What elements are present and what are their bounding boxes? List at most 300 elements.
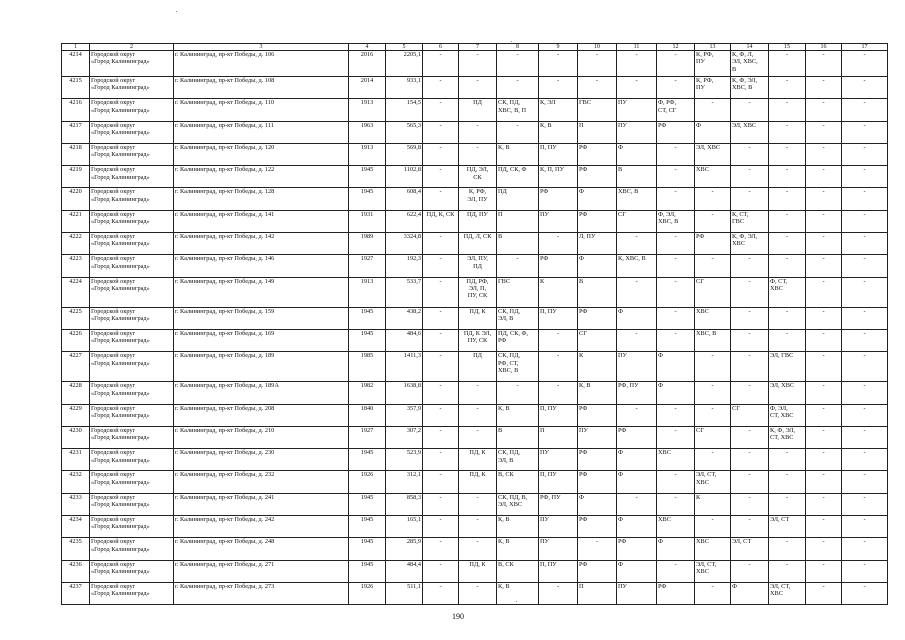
table-row xyxy=(62,121,888,143)
district-cell: Городской округ «Город Калининград» xyxy=(90,582,174,604)
table-cell: РФ xyxy=(539,188,578,210)
table-cell: - xyxy=(806,121,842,143)
table-cell: Ф xyxy=(617,471,657,493)
address-cell: г. Калининград, пр-кт Победы, д. 159 xyxy=(174,307,349,329)
table-cell: СК, ПД, РФ, СТ, ХВС, В xyxy=(497,352,539,382)
table-row xyxy=(62,210,888,232)
table-cell: - xyxy=(497,77,539,99)
district-cell: Городской округ «Город Калининград» xyxy=(90,143,174,165)
table-cell: 1982 xyxy=(349,382,386,404)
table-cell: - xyxy=(657,255,695,277)
table-cell: ЭЛ, ПУ, ПД xyxy=(459,255,497,277)
table-cell: Ф, РФ, СТ, СГ xyxy=(657,99,695,121)
table-cell: - xyxy=(806,382,842,404)
column-number-cell: 17 xyxy=(842,44,888,51)
table-cell: - xyxy=(731,166,769,188)
table-cell: - xyxy=(769,188,806,210)
table-cell: - xyxy=(806,233,842,255)
table-cell: 1945 xyxy=(349,493,386,515)
table-cell: - xyxy=(806,449,842,471)
table-cell: 1945 xyxy=(349,516,386,538)
row-number-cell: 4227 xyxy=(62,352,90,382)
table-cell: - xyxy=(423,538,459,560)
address-cell: г. Калининград, пр-кт Победы, д. 210 xyxy=(174,426,349,448)
row-number-cell: 4223 xyxy=(62,255,90,277)
table-cell: РФ xyxy=(695,233,731,255)
table-cell: ПД xyxy=(459,99,497,121)
table-cell: - xyxy=(695,99,731,121)
row-number-cell: 4224 xyxy=(62,277,90,307)
table-cell: К, В xyxy=(539,121,578,143)
table-cell: 1926 xyxy=(349,582,386,604)
address-cell: г. Калининград, пр-кт Победы, д. 108 xyxy=(174,77,349,99)
table-cell: СГ xyxy=(617,210,657,232)
table-cell: 1411,3 xyxy=(386,352,423,382)
row-number-cell: 4233 xyxy=(62,493,90,515)
table-cell: - xyxy=(423,493,459,515)
table-cell: ПД, СК, Ф, РФ xyxy=(497,329,539,351)
table-cell: ЭЛ, СТ, ХВС xyxy=(769,582,806,604)
table-cell: СГ xyxy=(578,329,617,351)
table-cell: - xyxy=(617,329,657,351)
table-cell: - xyxy=(578,77,617,99)
table-cell: П, ПУ xyxy=(539,307,578,329)
table-cell: В xyxy=(497,233,539,255)
table-cell: К, В xyxy=(497,143,539,165)
table-cell: - xyxy=(539,233,578,255)
table-cell: П xyxy=(578,121,617,143)
table-cell: - xyxy=(769,99,806,121)
table-cell: - xyxy=(769,51,806,77)
address-cell: г. Калининград, пр-кт Победы, д. 230 xyxy=(174,449,349,471)
table-cell: - xyxy=(617,404,657,426)
table-cell: - xyxy=(842,382,888,404)
table-cell: - xyxy=(842,233,888,255)
table-cell: - xyxy=(423,255,459,277)
table-cell: - xyxy=(806,307,842,329)
table-cell: - xyxy=(617,51,657,77)
table-cell: - xyxy=(695,210,731,232)
scan-speck xyxy=(516,601,517,602)
table-cell: - xyxy=(459,493,497,515)
table-cell: - xyxy=(842,426,888,448)
column-number-cell: 14 xyxy=(731,44,769,51)
table-cell: - xyxy=(769,121,806,143)
table-cell: - xyxy=(769,329,806,351)
table-cell: - xyxy=(731,307,769,329)
table-cell: ПД, РФ, ЭЛ, П, ПУ, СК xyxy=(459,277,497,307)
table-cell: РФ, ПУ xyxy=(539,493,578,515)
table-cell: - xyxy=(842,449,888,471)
table-cell: К, РФ, ПУ xyxy=(695,51,731,77)
table-cell: 1102,8 xyxy=(386,166,423,188)
table-cell: 1840 xyxy=(349,404,386,426)
address-cell: г. Калининград, пр-кт Победы, д. 189 xyxy=(174,352,349,382)
table-cell: 2016 xyxy=(349,51,386,77)
table-cell: РФ xyxy=(578,471,617,493)
table-cell: - xyxy=(423,188,459,210)
table-cell: 1913 xyxy=(349,277,386,307)
table-cell: - xyxy=(769,471,806,493)
table-cell: - xyxy=(769,166,806,188)
table-cell: 484,4 xyxy=(386,560,423,582)
housing-register-table xyxy=(61,43,888,605)
row-number-cell: 4230 xyxy=(62,426,90,448)
district-cell: Городской округ «Город Калининград» xyxy=(90,188,174,210)
table-cell: - xyxy=(423,471,459,493)
address-cell: г. Калининград, пр-кт Победы, д. 120 xyxy=(174,143,349,165)
table-cell: 1945 xyxy=(349,188,386,210)
table-cell: - xyxy=(423,516,459,538)
table-cell: - xyxy=(806,404,842,426)
table-cell: - xyxy=(657,329,695,351)
table-cell: К xyxy=(578,352,617,382)
table-cell: - xyxy=(459,516,497,538)
table-cell: - xyxy=(657,307,695,329)
table-cell: - xyxy=(695,382,731,404)
table-cell: РФ xyxy=(617,426,657,448)
column-number-cell: 9 xyxy=(539,44,578,51)
table-cell: - xyxy=(695,255,731,277)
table-cell: - xyxy=(731,188,769,210)
address-cell: г. Калининград, пр-кт Победы, д. 248 xyxy=(174,538,349,560)
table-cell: - xyxy=(423,449,459,471)
district-cell: Городской округ «Город Калининград» xyxy=(90,538,174,560)
table-cell: 357,9 xyxy=(386,404,423,426)
table-cell: Ф, СТ, ХВС xyxy=(769,277,806,307)
table-cell: - xyxy=(423,99,459,121)
table-cell: РФ, ПУ xyxy=(617,382,657,404)
table-cell: ХВС xyxy=(657,516,695,538)
district-cell: Городской округ «Город Калининград» xyxy=(90,352,174,382)
row-number-cell: 4221 xyxy=(62,210,90,232)
table-cell: 484,6 xyxy=(386,329,423,351)
table-cell: РФ xyxy=(578,449,617,471)
table-row xyxy=(62,143,888,165)
table-cell: Ф xyxy=(657,538,695,560)
table-cell: К, В xyxy=(497,582,539,604)
table-cell: ЭЛ, СТ xyxy=(769,516,806,538)
table-cell: 1927 xyxy=(349,255,386,277)
table-cell: ПУ xyxy=(539,210,578,232)
table-cell: - xyxy=(423,329,459,351)
column-number-cell: 5 xyxy=(386,44,423,51)
table-cell: - xyxy=(539,77,578,99)
table-cell: - xyxy=(731,352,769,382)
table-cell: 1989 xyxy=(349,233,386,255)
table-cell: ЭЛ, СТ, ХВС xyxy=(695,471,731,493)
district-cell: Городской округ «Город Калининград» xyxy=(90,516,174,538)
column-number-cell: 6 xyxy=(423,44,459,51)
table-cell: - xyxy=(459,143,497,165)
table-row xyxy=(62,493,888,515)
table-cell: - xyxy=(842,307,888,329)
table-cell: - xyxy=(657,560,695,582)
table-cell: - xyxy=(423,143,459,165)
row-number-cell: 4225 xyxy=(62,307,90,329)
table-cell: 1945 xyxy=(349,329,386,351)
table-cell: - xyxy=(769,560,806,582)
table-cell: - xyxy=(539,329,578,351)
table-cell: 1945 xyxy=(349,449,386,471)
table-cell: 1638,8 xyxy=(386,382,423,404)
table-cell: 192,3 xyxy=(386,255,423,277)
row-number-cell: 4215 xyxy=(62,77,90,99)
table-cell: Л, ПУ xyxy=(578,233,617,255)
table-cell: ПД, ЭЛ, СК xyxy=(459,166,497,188)
address-cell: г. Калининград, пр-кт Победы, д. 242 xyxy=(174,516,349,538)
table-row xyxy=(62,449,888,471)
table-cell: РФ xyxy=(539,255,578,277)
table-cell: - xyxy=(806,560,842,582)
table-cell: - xyxy=(806,255,842,277)
table-cell: Ф xyxy=(578,493,617,515)
table-cell: ПД, К xyxy=(459,307,497,329)
table-cell: - xyxy=(769,77,806,99)
table-cell: - xyxy=(423,121,459,143)
table-row xyxy=(62,426,888,448)
table-cell: - xyxy=(578,538,617,560)
column-number-cell: 7 xyxy=(459,44,497,51)
row-number-cell: 4222 xyxy=(62,233,90,255)
table-cell: ХВС xyxy=(695,166,731,188)
table-cell: - xyxy=(497,382,539,404)
district-cell: Городской округ «Город Калининград» xyxy=(90,471,174,493)
table-cell: - xyxy=(842,493,888,515)
column-number-cell: 4 xyxy=(349,44,386,51)
table-cell: - xyxy=(423,560,459,582)
table-cell: - xyxy=(731,99,769,121)
table-cell: ХВС xyxy=(695,538,731,560)
table-cell: К, Ф, ЭЛ, СТ, ХВС xyxy=(769,426,806,448)
table-cell: 533,7 xyxy=(386,277,423,307)
table-cell: ПУ xyxy=(617,99,657,121)
table-cell: - xyxy=(539,382,578,404)
table-cell: - xyxy=(459,382,497,404)
table-cell: ПД, СК, Ф xyxy=(497,166,539,188)
column-number-cell: 3 xyxy=(174,44,349,51)
table-cell: 1963 xyxy=(349,121,386,143)
table-cell: - xyxy=(695,516,731,538)
table-cell: - xyxy=(657,471,695,493)
table-cell: 565,3 xyxy=(386,121,423,143)
address-cell: г. Калининград, пр-кт Победы, д. 111 xyxy=(174,121,349,143)
address-cell: г. Калининград, пр-кт Победы, д. 128 xyxy=(174,188,349,210)
table-cell: РФ xyxy=(578,560,617,582)
table-cell: СК, ПД, В, ЭЛ, ХВС xyxy=(497,493,539,515)
table-cell: 858,3 xyxy=(386,493,423,515)
table-cell: - xyxy=(731,449,769,471)
table-cell: ПУ xyxy=(578,426,617,448)
table-cell: - xyxy=(423,277,459,307)
district-cell: Городской округ «Город Калининград» xyxy=(90,426,174,448)
page-number: 190 xyxy=(452,612,464,621)
table-cell: - xyxy=(731,255,769,277)
table-cell: В, СК xyxy=(497,471,539,493)
table-cell: - xyxy=(842,255,888,277)
table-cell: Ф xyxy=(578,255,617,277)
table-cell: 438,2 xyxy=(386,307,423,329)
table-row xyxy=(62,307,888,329)
table-cell: - xyxy=(423,426,459,448)
table-cell: ПУ xyxy=(539,538,578,560)
column-number-row xyxy=(62,44,888,51)
table-cell: - xyxy=(806,471,842,493)
table-cell: - xyxy=(806,352,842,382)
row-number-cell: 4218 xyxy=(62,143,90,165)
table-cell: 511,1 xyxy=(386,582,423,604)
address-cell: г. Калининград, пр-кт Победы, д. 271 xyxy=(174,560,349,582)
table-cell: - xyxy=(731,329,769,351)
row-number-cell: 4237 xyxy=(62,582,90,604)
table-cell: Ф xyxy=(617,143,657,165)
table-cell: - xyxy=(806,277,842,307)
table-cell: ЭЛ, ХВС xyxy=(731,121,769,143)
table-cell: - xyxy=(731,277,769,307)
table-cell: 1926 xyxy=(349,471,386,493)
table-cell: ПУ xyxy=(617,121,657,143)
table-cell: ПД, ПУ xyxy=(459,210,497,232)
table-cell: - xyxy=(842,188,888,210)
table-cell: ПД, К xyxy=(459,471,497,493)
table-cell: - xyxy=(423,233,459,255)
district-cell: Городской округ «Город Калининград» xyxy=(90,121,174,143)
district-cell: Городской округ «Город Калининград» xyxy=(90,166,174,188)
table-cell: В xyxy=(617,166,657,188)
table-cell: - xyxy=(617,77,657,99)
district-cell: Городской округ «Город Калининград» xyxy=(90,329,174,351)
address-cell: г. Калининград, пр-кт Победы, д. 146 xyxy=(174,255,349,277)
table-cell: - xyxy=(695,404,731,426)
table-row xyxy=(62,404,888,426)
table-cell: - xyxy=(423,77,459,99)
table-cell: - xyxy=(842,538,888,560)
table-cell: РФ xyxy=(657,582,695,604)
column-number-cell: 1 xyxy=(62,44,90,51)
table-cell: - xyxy=(657,188,695,210)
table-cell: 1927 xyxy=(349,426,386,448)
row-number-cell: 4228 xyxy=(62,382,90,404)
table-cell: - xyxy=(731,471,769,493)
table-cell: К, РФ, ЭЛ, ПУ xyxy=(459,188,497,210)
table-row xyxy=(62,516,888,538)
table-cell: - xyxy=(842,582,888,604)
table-cell: 1945 xyxy=(349,560,386,582)
table-cell: - xyxy=(806,166,842,188)
table-cell: - xyxy=(842,77,888,99)
table-cell: РФ xyxy=(578,210,617,232)
address-cell: г. Калининград, пр-кт Победы, д. 149 xyxy=(174,277,349,307)
table-cell: П xyxy=(578,582,617,604)
table-cell: П, ПУ xyxy=(539,404,578,426)
table-cell: Ф xyxy=(695,121,731,143)
table-cell: - xyxy=(842,99,888,121)
table-cell: - xyxy=(806,582,842,604)
table-cell: К, СТ, ГВС xyxy=(731,210,769,232)
table-cell: ЭЛ, ХВС xyxy=(695,143,731,165)
address-cell: г. Калининград, пр-кт Победы, д. 110 xyxy=(174,99,349,121)
table-cell: 1913 xyxy=(349,143,386,165)
district-cell: Городской округ «Город Калининград» xyxy=(90,99,174,121)
table-row xyxy=(62,188,888,210)
scan-speck xyxy=(176,11,177,12)
table-cell: К, В xyxy=(497,538,539,560)
table-cell: - xyxy=(731,426,769,448)
table-cell: СК, ПД, ЭЛ, В xyxy=(497,449,539,471)
table-cell: - xyxy=(731,493,769,515)
table-cell: К, ЭЛ xyxy=(539,99,578,121)
table-cell: 1931 xyxy=(349,210,386,232)
table-row xyxy=(62,255,888,277)
table-cell: 307,2 xyxy=(386,426,423,448)
table-cell: - xyxy=(497,255,539,277)
address-cell: г. Калининград, пр-кт Победы, д. 208 xyxy=(174,404,349,426)
table-cell: - xyxy=(769,538,806,560)
address-cell: г. Калининград, пр-кт Победы, д. 241 xyxy=(174,493,349,515)
table-cell: РФ xyxy=(578,166,617,188)
table-cell: ЭЛ, ХВС xyxy=(769,382,806,404)
table-cell: - xyxy=(842,143,888,165)
table-cell: 608,4 xyxy=(386,188,423,210)
table-cell: - xyxy=(459,77,497,99)
district-cell: Городской округ «Город Калининград» xyxy=(90,277,174,307)
table-cell: ПД, К, СК xyxy=(423,210,459,232)
table-cell: - xyxy=(497,121,539,143)
table-cell: - xyxy=(459,426,497,448)
table-cell: ГВС xyxy=(497,277,539,307)
table-cell: СГ xyxy=(695,426,731,448)
table-cell: ХВС, В xyxy=(695,329,731,351)
table-cell: - xyxy=(657,233,695,255)
district-cell: Городской округ «Город Калининград» xyxy=(90,382,174,404)
table-cell: СК, ПД, ЭЛ, В xyxy=(497,307,539,329)
table-cell: П xyxy=(497,210,539,232)
table-cell: ЭЛ, СТ, ХВС xyxy=(695,560,731,582)
table-cell: - xyxy=(423,382,459,404)
table-cell: В xyxy=(578,277,617,307)
table-cell: - xyxy=(731,560,769,582)
table-cell: - xyxy=(539,352,578,382)
table-cell: К, В xyxy=(497,516,539,538)
table-cell: К, Ф, Л, ЭЛ, ХВС, В xyxy=(731,51,769,77)
address-cell: г. Калининград, пр-кт Победы, д. 232 xyxy=(174,471,349,493)
row-number-cell: 4219 xyxy=(62,166,90,188)
table-cell: Ф, ЭЛ, СТ, ХВС xyxy=(769,404,806,426)
table-cell: - xyxy=(806,77,842,99)
table-cell: Ф xyxy=(617,307,657,329)
table-cell: - xyxy=(617,277,657,307)
table-cell: ПУ xyxy=(539,516,578,538)
column-number-cell: 11 xyxy=(617,44,657,51)
district-cell: Городской округ «Город Калининград» xyxy=(90,233,174,255)
table-cell: К, В xyxy=(497,404,539,426)
table-cell: ПД xyxy=(497,188,539,210)
table-cell: ЭЛ, СТ xyxy=(731,538,769,560)
table-cell: - xyxy=(806,329,842,351)
table-row xyxy=(62,77,888,99)
table-cell: П, ПУ xyxy=(539,560,578,582)
table-cell: П, ПУ xyxy=(539,471,578,493)
table-cell: - xyxy=(657,426,695,448)
table-cell: РФ xyxy=(657,121,695,143)
table-cell: ХВС, В xyxy=(617,188,657,210)
table-row xyxy=(62,538,888,560)
table-row xyxy=(62,277,888,307)
table-cell: - xyxy=(459,538,497,560)
table-row xyxy=(62,99,888,121)
table-cell: К, Ф, ЭЛ, ХВС, В xyxy=(731,77,769,99)
table-cell: - xyxy=(539,582,578,604)
